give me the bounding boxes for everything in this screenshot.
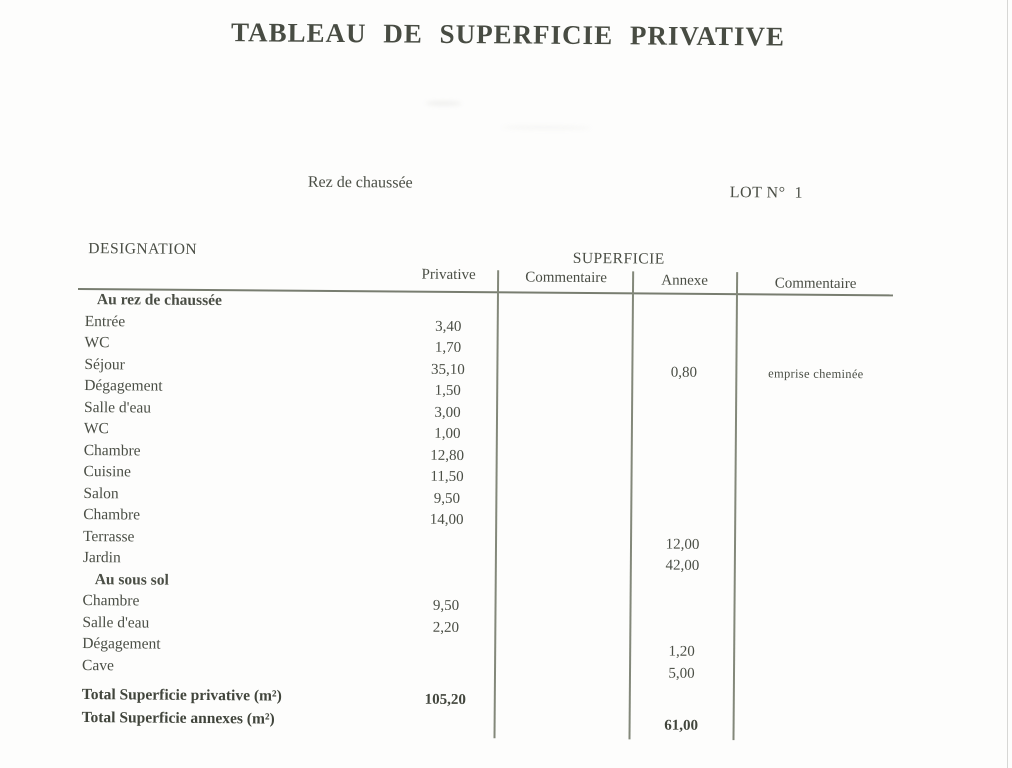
row-label: Salle d'eau (82, 613, 150, 632)
row-commentaire2-value (739, 387, 892, 388)
row-annexe-value (631, 493, 734, 494)
row-label: Total Superficie annexes (m²) (81, 709, 275, 728)
scan-smudge (501, 125, 591, 130)
row-annexe-value (632, 471, 735, 472)
row-annexe-value (631, 600, 734, 601)
row-commentaire2-value (738, 516, 891, 517)
row-annexe-value (632, 407, 735, 408)
row-label: Jardin (82, 549, 121, 567)
row-commentaire2-value (737, 696, 890, 697)
row-annexe-value (632, 450, 735, 451)
lot-number-label: LOT N° 1 (729, 184, 804, 202)
commentaire-subheader-1: Commentaire (525, 269, 608, 287)
row-privative-value: 3,40 (435, 318, 462, 335)
row-privative-value: 12,80 (430, 447, 465, 464)
row-label: Séjour (84, 355, 125, 373)
commentaire-subheader-2: Commentaire (774, 275, 857, 293)
row-annexe-value (631, 514, 734, 515)
superficie-column-header: SUPERFICIE (572, 249, 665, 268)
row-privative-value (397, 641, 494, 642)
row-annexe-value: 1,20 (668, 643, 695, 660)
row-label: Total Superficie privative (m²) (81, 686, 282, 705)
row-commentaire1-value (499, 469, 631, 470)
privative-subheader: Privative (421, 266, 476, 284)
row-label: Cuisine (83, 463, 132, 481)
row-commentaire1-value (500, 340, 632, 341)
row-commentaire1-value (498, 555, 630, 556)
row-commentaire2-value (737, 719, 890, 720)
row-label: Chambre (83, 506, 141, 524)
row-label: Dégagement (84, 377, 163, 395)
row-commentaire1-value (498, 577, 630, 578)
row-commentaire1-value (500, 297, 632, 298)
row-commentaire1-value (498, 534, 630, 535)
row-label: WC (83, 420, 109, 438)
row-privative-value: 1,70 (434, 339, 462, 356)
row-privative-value: 105,20 (424, 691, 466, 709)
row-annexe-value: 0,80 (670, 364, 698, 381)
row-privative-value (400, 297, 497, 298)
row-commentaire1-value (498, 491, 630, 492)
row-commentaire2-value (740, 323, 893, 324)
row-label: Au sous sol (94, 570, 169, 589)
row-commentaire1-value (499, 426, 631, 427)
row-privative-value: 35,10 (430, 361, 465, 378)
row-privative-value (398, 555, 495, 556)
row-commentaire2-value (740, 301, 893, 302)
row-commentaire1-value (499, 362, 631, 363)
row-privative-value: 3,00 (434, 404, 461, 421)
row-label: Au rez de chaussée (96, 291, 222, 310)
row-annexe-value (630, 622, 733, 623)
row-privative-value (398, 576, 495, 577)
annexe-subheader: Annexe (661, 272, 708, 289)
row-commentaire1-value (499, 405, 631, 406)
row-privative-value (397, 715, 494, 716)
row-commentaire2-value (738, 538, 891, 539)
row-commentaire1-value (499, 448, 631, 449)
row-annexe-value (630, 694, 733, 695)
row-label: Entrée (84, 312, 126, 330)
row-commentaire1-value (500, 319, 632, 320)
row-annexe-value: 5,00 (668, 665, 695, 682)
row-label: Chambre (82, 592, 140, 610)
row-label: Salon (83, 484, 119, 502)
row-annexe-value (633, 321, 736, 322)
scan-page-edge (1007, 0, 1008, 768)
row-annexe-value (632, 428, 735, 429)
row-label: Dégagement (82, 635, 161, 653)
row-privative-value: 1,00 (434, 425, 461, 442)
row-commentaire2-value (739, 430, 892, 431)
row-label: Terrasse (83, 527, 135, 545)
row-label: Cave (81, 656, 114, 674)
row-commentaire1-value (497, 663, 629, 664)
row-label: Salle d'eau (84, 398, 152, 417)
row-annexe-value: 12,00 (665, 536, 700, 553)
row-annexe-value: 61,00 (664, 717, 699, 734)
row-commentaire2-value (738, 602, 891, 603)
row-label: Chambre (83, 441, 141, 459)
row-commentaire2-value (737, 667, 890, 668)
row-privative-value: 2,20 (432, 619, 460, 636)
row-commentaire1-value (497, 620, 629, 621)
row-privative-value: 9,50 (433, 490, 461, 507)
row-annexe-value (631, 579, 734, 580)
row-annexe-value: 42,00 (665, 557, 700, 574)
row-annexe-value (633, 299, 736, 300)
row-privative-value: 14,00 (429, 511, 464, 529)
row-commentaire1-value (497, 692, 629, 693)
row-commentaire1-value (499, 383, 631, 384)
row-commentaire2-value (738, 581, 891, 582)
row-commentaire1-value (497, 715, 629, 716)
row-commentaire2-value (738, 495, 891, 496)
row-privative-value (397, 662, 494, 663)
row-annexe-value (632, 385, 735, 386)
row-privative-value: 1,50 (434, 382, 461, 399)
row-commentaire2-value (740, 344, 893, 345)
floor-label: Rez de chaussée (307, 173, 413, 192)
row-privative-value: 9,50 (432, 597, 460, 614)
designation-column-header: DESIGNATION (88, 240, 198, 258)
table-totals (0, 685, 1009, 739)
row-commentaire2-value (738, 559, 891, 560)
row-commentaire1-value (498, 598, 630, 599)
row-privative-value: 11,50 (430, 468, 464, 486)
row-commentaire1-value (497, 641, 629, 642)
document-title: TABLEAU DE SUPERFICIE PRIVATIVE (230, 17, 786, 52)
row-privative-value (398, 533, 495, 534)
row-label: WC (84, 334, 110, 352)
row-commentaire2-value (739, 473, 892, 474)
row-commentaire1-value (498, 512, 630, 513)
scan-smudge (425, 101, 461, 106)
row-commentaire2-value: emprise cheminée (768, 365, 864, 381)
row-commentaire2-value (737, 624, 890, 625)
row-annexe-value (633, 342, 736, 343)
row-commentaire2-value (739, 409, 892, 410)
table-rows (0, 290, 1012, 685)
row-commentaire2-value (737, 645, 890, 646)
row-commentaire2-value (739, 452, 892, 453)
